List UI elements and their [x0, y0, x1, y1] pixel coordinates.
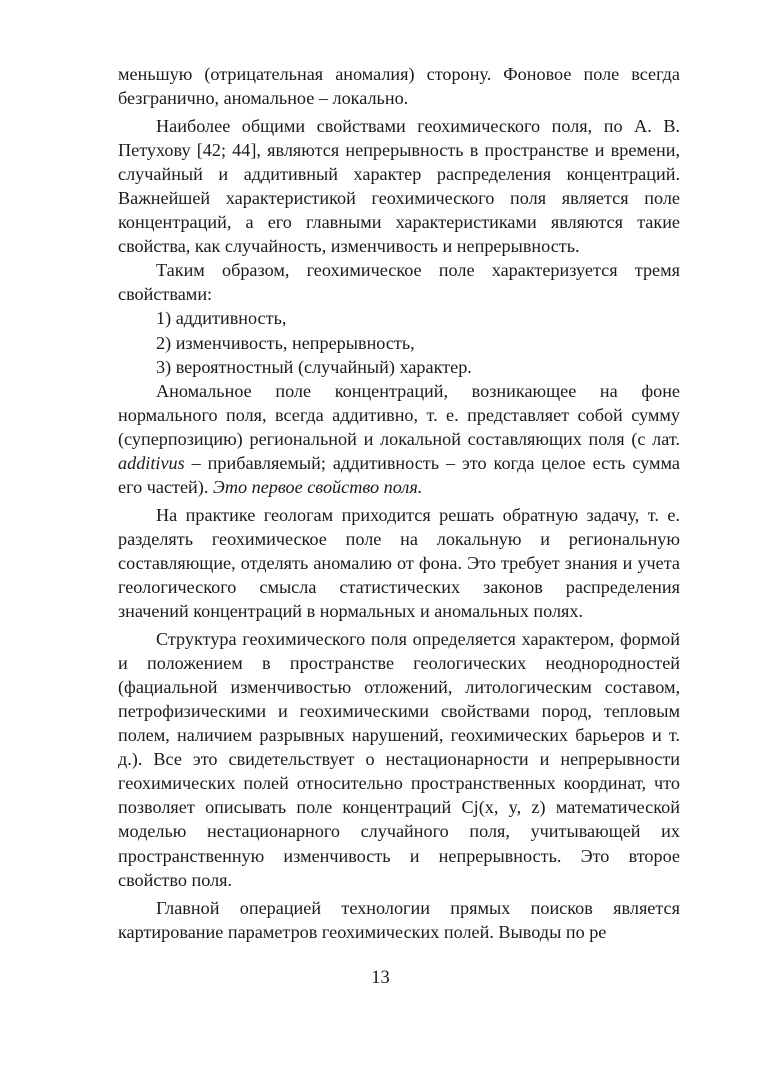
paragraph-2: Наиболее общими свойствами геохимического поля, по А. В. Петухову [42; 44], являются непрерывность в пространстве и времени, случайный и аддитивный характер распределения концентраций. Важнейшей характеристикой геохимического поля является поле концентраций, а его главными характеристиками являются такие свойства, как случайность, изменчивость и непрерывность. [118, 116, 680, 257]
paragraph-4-text-cont: – прибавляемый; аддитивность – это когда целое есть сумма его частей). [118, 452, 680, 497]
paragraph-6: Структура геохимического поля определяется характером, формой и положением в пространстве геологических неоднородностей (фациальной изменчивостью отложений, литологическим составом, петрофизическими и геохимическими свойствами пород, тепловым полем, наличием разрывных нарушений, геохимических барьеров и т. д.). Все это свидетельствует о нестационарности и непрерывности геохимических полей относительно пространственных координат, что позволяет описывать поле концентраций Cj(x, y, z) математической моделью нестационарного случайного поля, учитывающей их пространственную изменчивость и непрерывность. Это второе свойство поля. [118, 629, 680, 890]
paragraph-4-text: Аномальное поле концентраций, возникающее на фоне нормального поля, всегда аддитивно, т. е. представляет собой сумму (суперпозицию) региональной и локальной составляющих поля (с лат. [118, 380, 680, 449]
paragraph-1: меньшую (отрицательная аномалия) сторону. Фоновое поле всегда безгранично, аномальное – локально. [118, 64, 680, 109]
list-item-3: 3) вероятностный (случайный) характер. [156, 356, 472, 377]
paragraph-5: На практике геологам приходится решать обратную задачу, т. е. разделять геохимическое поле на локальную и региональную составляющие, отделять аномалию от фона. Это требует знания и учета геологического смысла статистических законов распределения значений концентраций в нормальных и аномальных полях. [118, 504, 680, 622]
list-item-1: 1) аддитивность, [156, 308, 287, 329]
paragraph-7: Главной операцией технологии прямых поисков является картирование параметров геохимических полей. Выводы по ре [118, 897, 680, 942]
paragraph-4 [118, 379, 680, 499]
emphasis-first-property: Это первое свойство поля. [212, 476, 423, 497]
list-item-2: 2) изменчивость, непрерывность, [156, 332, 415, 353]
latin-term: additivus [118, 452, 185, 473]
page-number: 13 [371, 968, 390, 988]
body-text [118, 62, 680, 944]
paragraph-3: Таким образом, геохимическое поле характеризуется тремя свойствами: [118, 260, 680, 305]
